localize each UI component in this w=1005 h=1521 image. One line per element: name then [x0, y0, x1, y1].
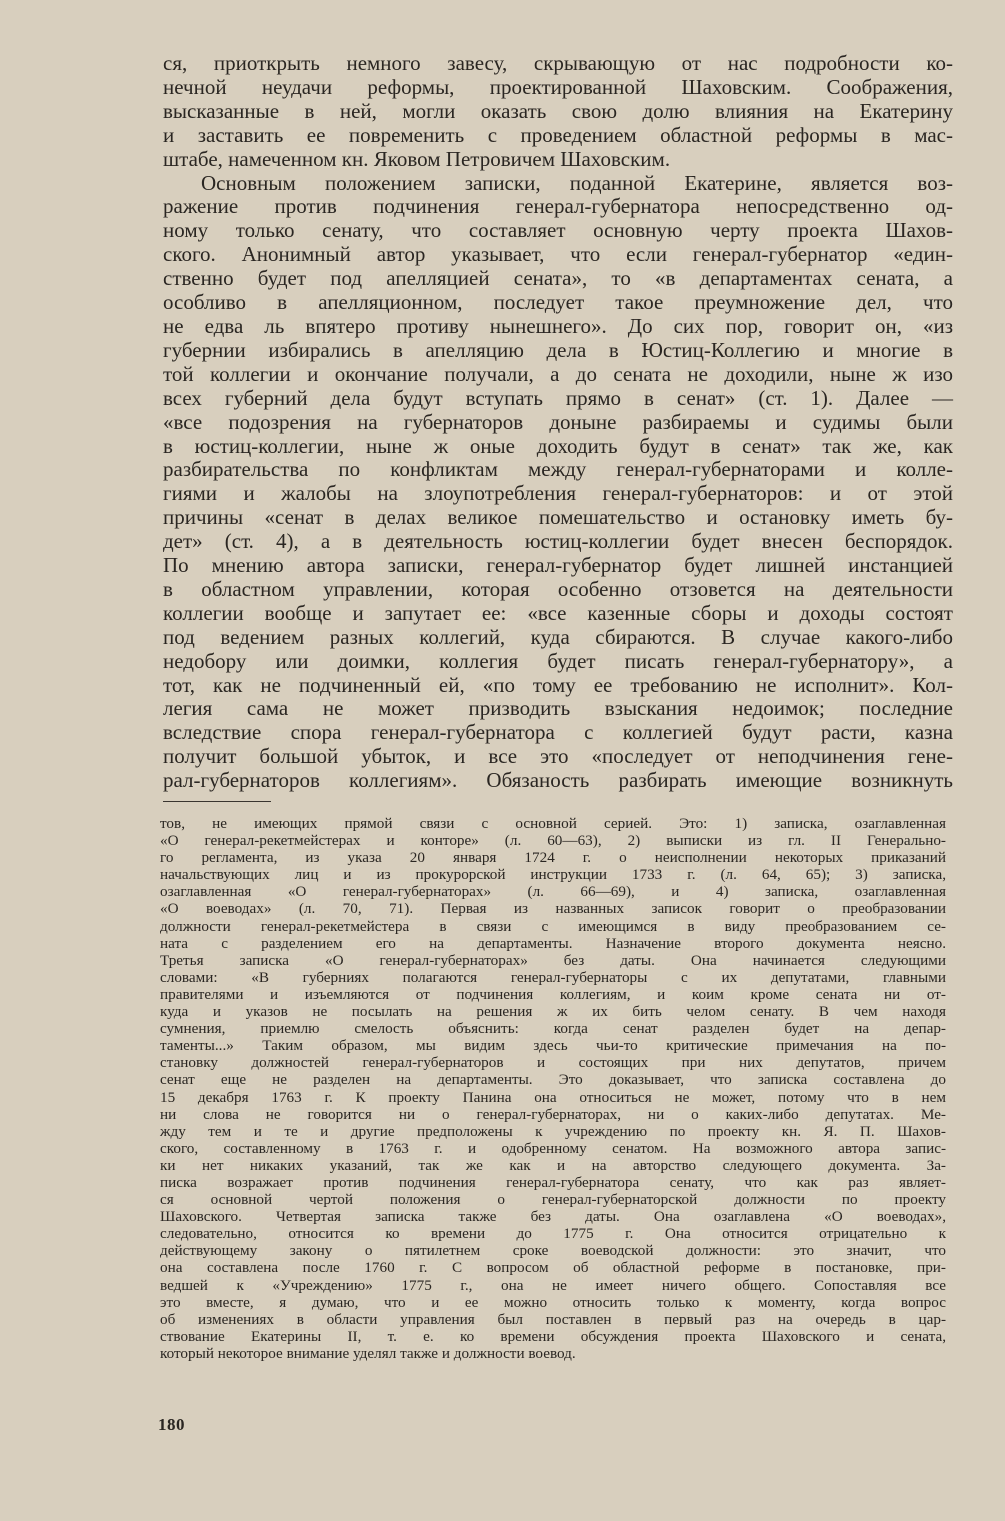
footnote-line: го регламента, из указа 20 января 1724 г. о неисполнении некоторых приказаний — [160, 849, 946, 867]
text-line: под ведением разных коллегий, куда сбираются. В случае какого-либо — [163, 624, 953, 649]
footnote-line: «О генерал-рекетмейстерах и конторе» (л. 60—63), 2) выписки из гл. II Генерально- — [160, 832, 946, 850]
footnote-line: это вместе, я думаю, что и ее можно относить только к моменту, когда вопрос — [160, 1293, 946, 1311]
text-line: «все подозрения на губернаторов доныне разбираемы и судимы были — [163, 409, 953, 434]
footnote-line: «О воеводах» (л. 70, 71). Первая из названных записок говорит о преобразовании — [160, 900, 946, 918]
footnote-line: ствование Екатерины II, т. е. ко времени обсуждения проекта Шаховского и сената, — [160, 1327, 946, 1345]
text-line: тот, как не подчиненный ей, «по тому ее требованию не исполнит». Кол- — [163, 672, 953, 697]
footnote-line: начальствующих лиц и из прокурорской инструкции 1733 г. (л. 64, 65); 3) записка, — [160, 866, 946, 884]
text-line: рал-губернаторов коллегиям». Обязаность разбирать имеющие возникнуть — [163, 768, 953, 793]
text-line: не едва ль впятеро противу нынешнего». До сих пор, говорит он, «из — [163, 313, 953, 338]
footnote-line: ся основной чертой положения о генерал-губернаторской должности по проекту — [160, 1191, 946, 1209]
text-line: ражение против подчинения генерал-губернатора непосредственно од- — [163, 194, 953, 219]
text-line: штабе, намеченном кн. Яковом Петровичем Шаховским. — [163, 146, 671, 171]
text-line: По мнению автора записки, генерал-губернатор будет лишней инстанцией — [163, 553, 953, 578]
text-line: вследствие спора генерал-губернатора с коллегией будут расти, казна — [163, 720, 953, 745]
text-line: ского. Анонимный автор указывает, что если генерал-губернатор «един- — [163, 242, 953, 267]
footnote-line: сумнения, приемлю смелость объяснить: когда сенат разделен будет на депар- — [160, 1020, 946, 1038]
footnote-line: ки нет никаких указаний, так же как и на авторство следующего документа. За- — [160, 1156, 946, 1174]
text-line: Основным положением записки, поданной Екатерине, является воз- — [201, 170, 953, 195]
text-line: разбирательства по конфликтам между генерал-губернаторами и колле- — [163, 457, 953, 482]
footnote-line: таменты...» Таким образом, мы видим здесь чьи-то критические примечания на по- — [160, 1037, 946, 1055]
text-line: легия сама не может призводить взыскания недоимок; последние — [163, 696, 953, 721]
text-line: коллегии вообще и запутает ее: «все казенные сборы и доходы состоят — [163, 600, 953, 625]
footnote-line: она составлена после 1760 г. С вопросом об областной реформе в постановке, при- — [160, 1259, 946, 1277]
footnote-line: озаглавленная «О генерал-губернаторах» (л. 66—69), и 4) записка, озаглавленная — [160, 883, 946, 901]
footnote-line: словами: «В губерниях полагаются генерал-губернаторы с их депутатами, главными — [160, 968, 946, 986]
footnote-block — [160, 815, 946, 1362]
footnote-line: жду тем и те и другие предположены к учреждению по проекту кн. Я. П. Шахов- — [160, 1122, 946, 1140]
text-line: нечной неудачи реформы, проектированной Шаховским. Соображения, — [163, 74, 953, 99]
footnote-line: который некоторое внимание уделял также и должности воевод. — [160, 1344, 576, 1362]
footnote-line: Шаховского. Четвертая записка также без даты. Она озаглавлена «О воеводах», — [160, 1208, 946, 1226]
footnote-line: об изменениях в области управления был поставлен в первый раз на очередь в цар- — [160, 1310, 946, 1328]
footnote-line: следовательно, относится ко времени до 1775 г. Она относится отрицательно к — [160, 1225, 946, 1243]
footnote-line: правителями и изъемляются от подчинения коллегиям, и коим кроме сената ни от- — [160, 985, 946, 1003]
footnote-line: 15 декабря 1763 г. К проекту Панина она относиться не может, потому что в нем — [160, 1088, 946, 1106]
text-line: и заставить ее повременить с проведением областной реформы в мас- — [163, 122, 953, 147]
text-line: в областном управлении, которая особенно отзовется на деятельности — [163, 576, 953, 601]
footnote-separator — [163, 801, 271, 802]
text-line: в юстиц-коллегии, ныне ж оные доходить будут в сенат» так же, как — [163, 433, 953, 458]
footnote-line: ни слова не говорится ни о генерал-губернаторах, ни о каких-либо депутатах. Ме- — [160, 1105, 946, 1123]
footnote-line: должности генерал-рекетмейстера в связи с имеющимся в виду преобразованием се- — [160, 917, 946, 935]
footnote-line: куда и указов не посылать на решения ж их бить челом сенату. В чем находя — [160, 1003, 946, 1021]
text-line: причины «сенат в делах великое помешательство и остановку иметь бу- — [163, 505, 953, 530]
footnote-line: становку должностей генерал-губернаторов и состоящих при них депутатов, причем — [160, 1054, 946, 1072]
main-text-block — [163, 52, 953, 793]
footnote-line: писка возражает против подчинения генерал-губернатора сенату, что как раз являет- — [160, 1173, 946, 1191]
text-line: недобору или доимки, коллегия будет писать генерал-губернатору», а — [163, 648, 953, 673]
text-line: высказанные в ней, могли оказать свою долю влияния на Екатерину — [163, 98, 953, 123]
text-line: получит большой убыток, и все это «последует от неподчинения гене- — [163, 744, 953, 769]
footnote-line: ского, составленному в 1763 г. и одобренному сенатом. На возможного автора запис- — [160, 1139, 946, 1157]
text-line: особливо в апелляционном, последует такое преумножение дел, что — [163, 290, 953, 315]
text-line: той коллегии и окончание получали, а до сената не доходили, ныне ж изо — [163, 361, 953, 386]
text-line: всех губерний дела будут вступать прямо в сенат» (ст. 1). Далее — — [163, 385, 953, 410]
footnote-line: Третья записка «О генерал-губернаторах» без даты. Она начинается следующими — [160, 951, 946, 969]
page-number: 180 — [158, 1415, 185, 1434]
text-line: губернии избирались в апелляцию дела в Юстиц-Коллегию и многие в — [163, 337, 953, 362]
footnote-line: ведшей к «Учреждению» 1775 г., она не имеет ничего общего. Сопоставляя все — [160, 1276, 946, 1294]
footnote-line: действующему закону о пятилетнем сроке воеводской должности: это значит, что — [160, 1242, 946, 1260]
text-line: ся, приоткрыть немного завесу, скрывающую от нас подробности ко- — [163, 51, 953, 75]
text-line: гиями и жалобы на злоупотребления генерал-губернаторов: и от этой — [163, 481, 953, 506]
text-line: дет» (ст. 4), а в деятельность юстиц-коллегии будет внесен беспорядок. — [163, 529, 953, 554]
text-line: ному только сенату, что составляет основную черту проекта Шахов- — [163, 218, 953, 243]
text-line: ственно будет под апелляцией сената», то «в департаментах сената, а — [163, 266, 953, 291]
footnote-line: сенат еще не разделен на департаменты. Это доказывает, что записка составлена до — [160, 1071, 946, 1089]
footnote-line: тов, не имеющих прямой связи с основной серией. Это: 1) записка, озаглавленная — [160, 815, 946, 832]
footnote-line: ната с разделением его на департаменты. Назначение второго документа неясно. — [160, 934, 946, 952]
